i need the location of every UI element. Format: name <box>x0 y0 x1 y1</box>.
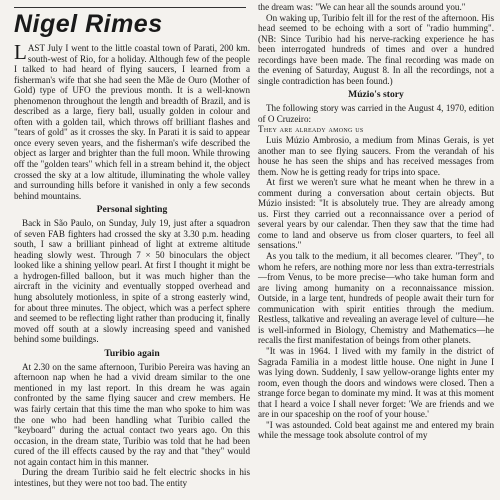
paragraph: As you talk to the medium, it all becomes clearer. "They", to whom he refers, are nothing more nor less than extra-terrestrials—from Venus, to be more precise—who take human form and are living among humanity on a reconnaissance mission. Outside, in a large tent, hundreds of people await their turn for communication with spirit entities through the medium. Restless, talkative and revealing an average level of culture—he is well-informed in Biology, Chemistry and Mathematics—he recalls the first manifestation of beings from other planets. <box>258 251 494 346</box>
paragraph: "I was astounded. Cold beat against me and entered my brain while the message took absolute control of my <box>258 419 494 441</box>
paragraph: During the dream Turibio said he felt electric shocks in his intestines, but they were not too bad. The entity <box>14 467 250 488</box>
section-heading: Personal sighting <box>96 204 168 216</box>
paragraph: At 2.30 on the same afternoon, Turibio Pereira was having an afternoon nap when he had a vivid dream similar to the one mentioned in my last report. In this dream he was again confronted by the same flying saucer and crew members. He was fairly certain that this time the man who spoke to him was the one who had been handling what Turibio called the "keyboard" during the actual contact two years ago. On this occasion, in the dream state, Turibio was told that he had been cured of the ill effects caused by the ray and that "they" would not again contact him in this manner. <box>14 361 250 467</box>
section-heading: Múzio's story <box>348 89 404 101</box>
paragraph: the dream was: "We can hear all the sounds around you." <box>258 2 466 12</box>
paragraph: On waking up, Turibio felt ill for the rest of the afternoon. His head seemed to be echoing with a sort of "radio humming". (NB: Since Turibio had his nerve-racking experience he has been interrogated hundreds of times and over a hundred recordings have been made. The final recording was made on the evening of Saturday, August 8. In all the recordings, not a single contradiction has been found.) <box>258 12 494 86</box>
paragraph <box>14 40 250 201</box>
paragraph: The following story was carried in the August 4, 1970, edition of O Cruzeiro: <box>258 103 494 124</box>
paragraph: At first we weren't sure what he meant when he threw in a comment during a conversation about certain objects. But Múzio insisted: "It is absolutely true. They are already among us. First they carried out a reconnaissance over a period of several years by our calendar. Then they saw that the time had come to land and observe us from closer quarters, to feel all sensations." <box>258 177 494 251</box>
paragraph: Back in São Paulo, on Sunday, July 19, just after a squadron of seven FAB fighters had crossed the sky at 3.30 p.m. heading south, I saw a brilliant pinhead of light at extreme altitude heading slowly west. Through 7 × 50 binoculars the object looked like a shining yellow pearl. At first I thought it might be a hydrogen-filled balloon, but it was much higher than the aircraft in the vicinity and eventually stopped overhead and hung absolutely motionless, in spite of a strong easterly wind, for about three minutes. The object, which was a perfect sphere and seemed to be reflecting light rather than producing it, finally moved off south at a slowly increasing speed and vanished behind some buildings. <box>14 218 250 345</box>
right-column <box>258 2 494 441</box>
section-heading: Turibio again <box>104 347 160 359</box>
drop-cap: L <box>14 40 27 64</box>
author-byline: Nigel Rimes <box>14 10 163 38</box>
paragraph: "It was in 1964. I lived with my family in the district of Sagrada Familia in a modest little house. One night in June I was lying down. Suddenly, I saw yellow-orange lights enter my room, even though the doors and windows were closed. Then a strange force began to dominate my mind. It was at this moment that I heard a voice I shall never forget: 'We are friends and we are in our spaceship on the roof of your house.' <box>258 345 494 420</box>
left-column <box>14 40 250 488</box>
paragraph-text: AST July I went to the little coastal town of Parati, 200 km. south-west of Rio, for a holiday. Although few of the people I talked to had heard of flying saucers, I learned from a fisherman's wife that she had seen the Mãe de Ouro (Mother of Gold) type of UFO the previous month. It is a well-known phenomenon throughout the length and breadth of Brazil, and is described as a large, fiery ball, usually golden in colour and often with a golden tail, which throws off brilliant flashes and "tears of gold" as it crosses the sky. In Parati it is said to appear once every seven years, and the fisherman's wife described the object as larger and brighter than the full moon. While throwing off the "golden tears" which fell in a stream behind it, the object crossed the sky at a low altitude, illuminating the whole valley and surrounding hills before it vanished in only a few seconds behind mountains. <box>14 43 250 201</box>
article-kicker: They are already among us <box>258 124 364 135</box>
paragraph: Luis Múzio Ambrosio, a medium from Minas Gerais, is yet another man to see flying saucers. From the verandah of his house he has seen the ships and has received messages from them. Now he is getting ready for trips into space. <box>258 135 494 177</box>
